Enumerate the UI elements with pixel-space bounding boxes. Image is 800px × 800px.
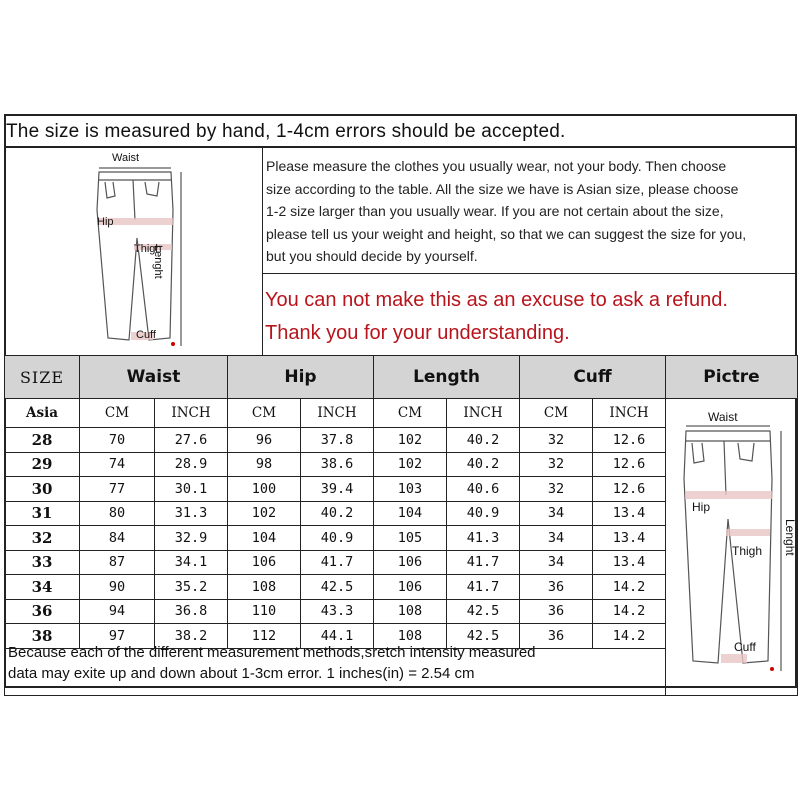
size-cell: 31 (5, 501, 80, 526)
measurement-cell: 102 (374, 452, 447, 477)
measurement-cell: 40.2 (447, 428, 520, 453)
measurement-cell: 12.6 (593, 428, 666, 453)
cuff-header: Cuff (520, 356, 666, 399)
measurement-cell: 14.2 (593, 575, 666, 600)
instruction-line: but you should decide by yourself. (266, 248, 478, 264)
measurement-cell: 32.9 (155, 526, 228, 551)
measurement-cell: 41.3 (447, 526, 520, 551)
measurement-cell: 38.6 (301, 452, 374, 477)
measurement-cell: 77 (80, 477, 155, 502)
unit-header: CM (80, 399, 155, 428)
unit-header: CM (520, 399, 593, 428)
measurement-cell: 98 (228, 452, 301, 477)
pants-diagram-table (666, 399, 797, 689)
footer-note (8, 642, 536, 684)
measurement-cell: 110 (228, 599, 301, 624)
measurement-cell: 27.6 (155, 428, 228, 453)
instruction-line: size according to the table. All the size we have is Asian size, please choose (266, 180, 739, 197)
measurement-cell: 40.9 (447, 501, 520, 526)
size-cell: 32 (5, 526, 80, 551)
measurement-cell: 28.9 (155, 452, 228, 477)
measurement-cell: 105 (374, 526, 447, 551)
measurement-cell: 108 (374, 624, 447, 649)
measurement-cell: 12.6 (593, 477, 666, 502)
measurement-cell: 40.2 (447, 452, 520, 477)
footer-line: Because each of the different measurement methods,sretch intensity measured (8, 644, 536, 661)
unit-header: CM (374, 399, 447, 428)
measurement-cell: 96 (228, 428, 301, 453)
hip-header: Hip (228, 356, 374, 399)
picture-cell (666, 399, 798, 696)
measurement-cell: 30.1 (155, 477, 228, 502)
unit-header: CM (228, 399, 301, 428)
measurement-cell: 87 (80, 550, 155, 575)
measurement-note: The size is measured by hand, 1-4cm errors should be accepted. (6, 121, 566, 142)
measurement-cell: 36.8 (155, 599, 228, 624)
measurement-cell: 13.4 (593, 526, 666, 551)
measurement-cell: 14.2 (593, 599, 666, 624)
measurement-cell: 36 (520, 575, 593, 600)
instruction-line: Please measure the clothes you usually wear, not your body. Then choose (266, 158, 727, 174)
measurement-cell: 41.7 (301, 550, 374, 575)
measurement-cell: 44.1 (301, 624, 374, 649)
refund-warning (265, 284, 795, 350)
measurement-cell: 103 (374, 477, 447, 502)
measurement-cell: 108 (374, 599, 447, 624)
measurement-cell: 34 (520, 550, 593, 575)
diagram-label-hip: Hip (97, 216, 114, 228)
measurement-cell: 80 (80, 501, 155, 526)
asia-label: Asia (5, 399, 80, 428)
size-cell: 36 (5, 599, 80, 624)
footer-line: data may exite up and down about 1-3cm error. 1 inches(in) = 2.54 cm (8, 665, 475, 682)
size-cell: 29 (5, 452, 80, 477)
measurement-cell: 106 (374, 575, 447, 600)
measurement-cell: 42.5 (447, 599, 520, 624)
measurement-cell: 41.7 (447, 575, 520, 600)
warning-line: You can not make this as an excuse to ask a refund. (265, 289, 728, 311)
measurement-cell: 106 (228, 550, 301, 575)
unit-header: INCH (155, 399, 228, 428)
unit-header: INCH (593, 399, 666, 428)
diagram-label-cuff: Cuff (136, 329, 156, 341)
measurement-cell: 97 (80, 624, 155, 649)
measurement-cell: 37.8 (301, 428, 374, 453)
measurement-cell: 34 (520, 501, 593, 526)
size-cell: 30 (5, 477, 80, 502)
measurement-cell: 34.1 (155, 550, 228, 575)
measurement-cell: 12.6 (593, 452, 666, 477)
measurement-cell: 102 (374, 428, 447, 453)
measurement-cell: 42.5 (301, 575, 374, 600)
measurement-cell: 38.2 (155, 624, 228, 649)
size-cell: 28 (5, 428, 80, 453)
measurement-cell: 70 (80, 428, 155, 453)
divider (262, 147, 263, 355)
measurement-cell: 34 (520, 526, 593, 551)
measurement-cell: 84 (80, 526, 155, 551)
measurement-cell: 104 (228, 526, 301, 551)
size-cell: 33 (5, 550, 80, 575)
measurement-cell: 42.5 (447, 624, 520, 649)
picture-header: Pictre (666, 356, 798, 399)
table-diagram-hip: Hip (692, 500, 711, 514)
measurement-cell: 40.6 (447, 477, 520, 502)
instruction-line: 1-2 size larger than you usually wear. If you are not certain about the size, (266, 203, 724, 219)
measurement-cell: 32 (520, 452, 593, 477)
measurement-cell: 104 (374, 501, 447, 526)
size-cell: 38 (5, 624, 80, 649)
measurement-cell: 14.2 (593, 624, 666, 649)
measurement-cell: 74 (80, 452, 155, 477)
measurement-cell: 36 (520, 599, 593, 624)
diagram-label-length: Lenght (152, 245, 164, 279)
measurement-cell: 35.2 (155, 575, 228, 600)
table-diagram-thigh: Thigh (732, 544, 763, 558)
size-cell: 34 (5, 575, 80, 600)
measurement-cell: 40.2 (301, 501, 374, 526)
measurement-cell: 108 (228, 575, 301, 600)
table-diagram-waist: Waist (708, 410, 738, 424)
measurement-cell: 102 (228, 501, 301, 526)
diagram-label-waist: Waist (112, 152, 140, 164)
size-header: SIZE (5, 356, 80, 399)
unit-header: INCH (301, 399, 374, 428)
measurement-cell: 32 (520, 477, 593, 502)
measurement-cell: 39.4 (301, 477, 374, 502)
divider (262, 273, 797, 274)
measurement-cell: 40.9 (301, 526, 374, 551)
instructions-text (266, 155, 786, 268)
length-header: Length (374, 356, 520, 399)
divider (4, 146, 797, 148)
measurement-cell: 100 (228, 477, 301, 502)
measurement-cell: 41.7 (447, 550, 520, 575)
waist-header: Waist (80, 356, 228, 399)
table-diagram-length: Lenght (783, 519, 797, 556)
measurement-cell: 90 (80, 575, 155, 600)
unit-header: INCH (447, 399, 520, 428)
measurement-cell: 106 (374, 550, 447, 575)
measurement-cell: 13.4 (593, 550, 666, 575)
table-diagram-cuff: Cuff (734, 640, 756, 654)
diagram-label-thigh: Thigh (134, 243, 162, 255)
measurement-cell: 112 (228, 624, 301, 649)
measurement-cell: 43.3 (301, 599, 374, 624)
measurement-cell: 31.3 (155, 501, 228, 526)
measurement-cell: 36 (520, 624, 593, 649)
measurement-cell: 32 (520, 428, 593, 453)
instruction-line: please tell us your weight and height, so that we can suggest the size for you, (266, 225, 747, 242)
measurement-cell: 13.4 (593, 501, 666, 526)
warning-line: Thank you for your understanding. (265, 322, 570, 344)
measurement-cell: 94 (80, 599, 155, 624)
